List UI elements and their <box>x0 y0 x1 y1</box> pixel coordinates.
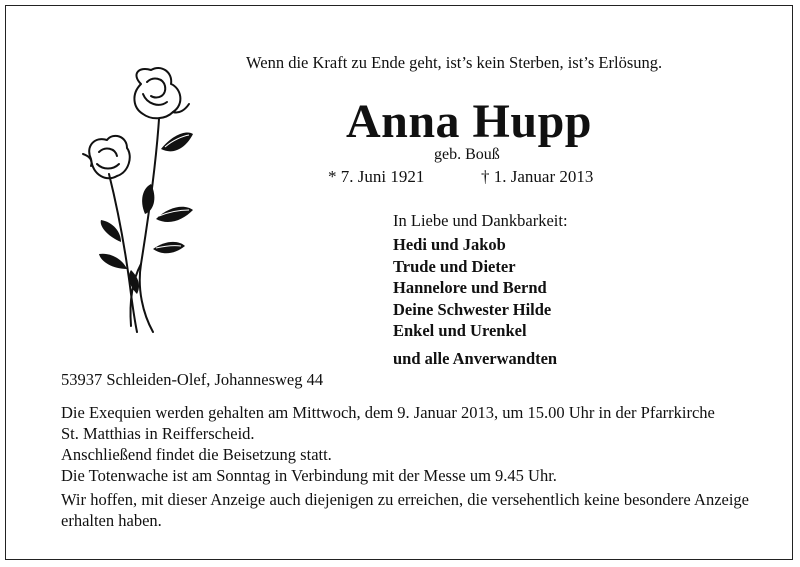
obituary-card <box>5 5 793 560</box>
birth-date: * 7. Juni 1921 <box>328 167 425 186</box>
maiden-name: geb. Bouß <box>434 146 500 163</box>
mourner-item: Hannelore und Bernd <box>393 278 547 297</box>
info-line: Die Totenwache ist am Sonntag in Verbindung mit der Messe um 9.45 Uhr. <box>61 466 557 485</box>
rose-drawing-icon <box>61 64 201 339</box>
closing-paragraph: Wir hoffen, mit dieser Anzeige auch diejenigen zu erreichen, die versehentlich keine besondere Anzeige erhalten haben. <box>61 490 749 530</box>
mourner-item: Enkel und Urenkel <box>393 321 527 340</box>
mourner-item: Trude und Dieter <box>393 256 516 276</box>
info-line: St. Matthias in Reifferscheid. <box>61 424 255 443</box>
address: 53937 Schleiden-Olef, Johannesweg 44 <box>61 370 324 389</box>
info-line: Anschließend findet die Beisetzung statt. <box>61 445 332 464</box>
mourner-item-relatives: und alle Anverwandten <box>393 348 558 368</box>
mourner-item: Deine Schwester Hilde <box>393 299 552 319</box>
gratitude-line: In Liebe und Dankbarkeit: <box>393 211 568 230</box>
mourner-item: Hedi und Jakob <box>393 235 506 254</box>
info-line: Die Exequien werden gehalten am Mittwoch, dem 9. Januar 2013, um 15.00 Uhr in der Pfarrkirche <box>61 403 715 422</box>
motto-quote: Wenn die Kraft zu Ende geht, ist’s kein Sterben, ist’s Erlösung. <box>246 53 663 72</box>
deceased-name: Anna Hupp <box>346 95 592 148</box>
mourners-list <box>393 234 557 369</box>
funeral-info <box>61 402 715 486</box>
death-date: † 1. Januar 2013 <box>481 167 594 186</box>
